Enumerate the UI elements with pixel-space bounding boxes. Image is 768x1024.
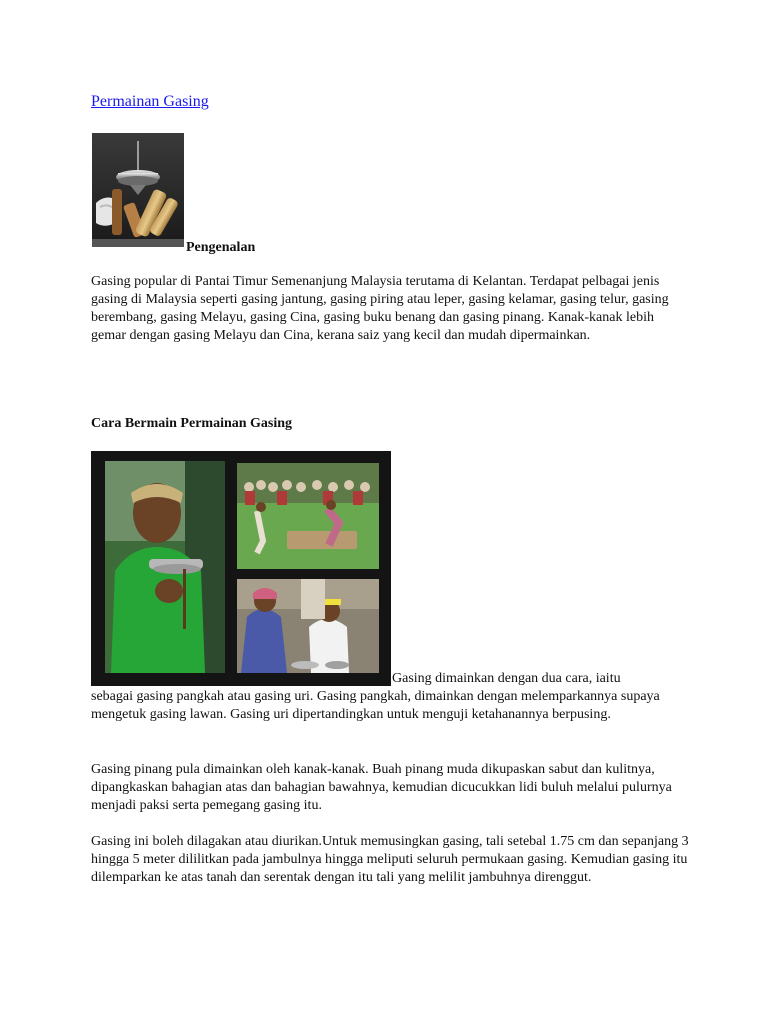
collage-illustration [91, 451, 391, 686]
gasing-players-collage [91, 451, 391, 686]
gasing-top-photo [92, 133, 184, 247]
cara-paragraph-1: sebagai gasing pangkah atau gasing uri. Gasing pangkah, dimainkan dengan melemparkannya supaya mengetuk gasing lawan. Gasing uri dipertandingkan untuk menguji ketahanannya berpusing. [91, 689, 660, 722]
title-link[interactable]: Permainan Gasing [91, 93, 209, 110]
cara-paragraph-2: Gasing pinang pula dimainkan oleh kanak-kanak. Buah pinang muda dikupaskan sabut dan kulitnya, dipangkaskan bahagian atas dan bahagian bawahnya, kemudian dicucukkan lidi buluh melalui pulurnya menjadi paksi serta pemegang gasing itu. [91, 762, 672, 813]
cara-paragraph-3: Gasing ini boleh dilagakan atau diurikan.Untuk memusingkan gasing, tali setebal 1.75 cm dan sepanjang 3 hingga 5 meter dililitkan pada jambulnya hingga meliputi seluruh permukaan gasing. Kemudian gasing itu dilemparkan ke atas tanah dan serentak dengan itu tali yang melilit jambuhnya direnggut. [91, 834, 689, 885]
intro-paragraph: Gasing popular di Pantai Timur Semenanjung Malaysia terutama di Kelantan. Terdapat pelbagai jenis gasing di Malaysia seperti gasing jantung, gasing piring atau leper, gasing kelamar, gasing telur, gasing berembang, gasing Melayu, gasing Cina, gasing buku benang dan gasing pinang. Kanak-kanak lebih gemar dengan gasing Melayu dan Cina, kerana saiz yang kecil dan mudah dipermainkan. [91, 274, 669, 343]
inline-caption: Gasing dimainkan dengan dua cara, iaitu [392, 671, 621, 686]
section-heading-pengenalan: Pengenalan [186, 240, 256, 255]
section-heading-cara-bermain: Cara Bermain Permainan Gasing [91, 416, 293, 431]
gasing-top-illustration [92, 133, 184, 247]
